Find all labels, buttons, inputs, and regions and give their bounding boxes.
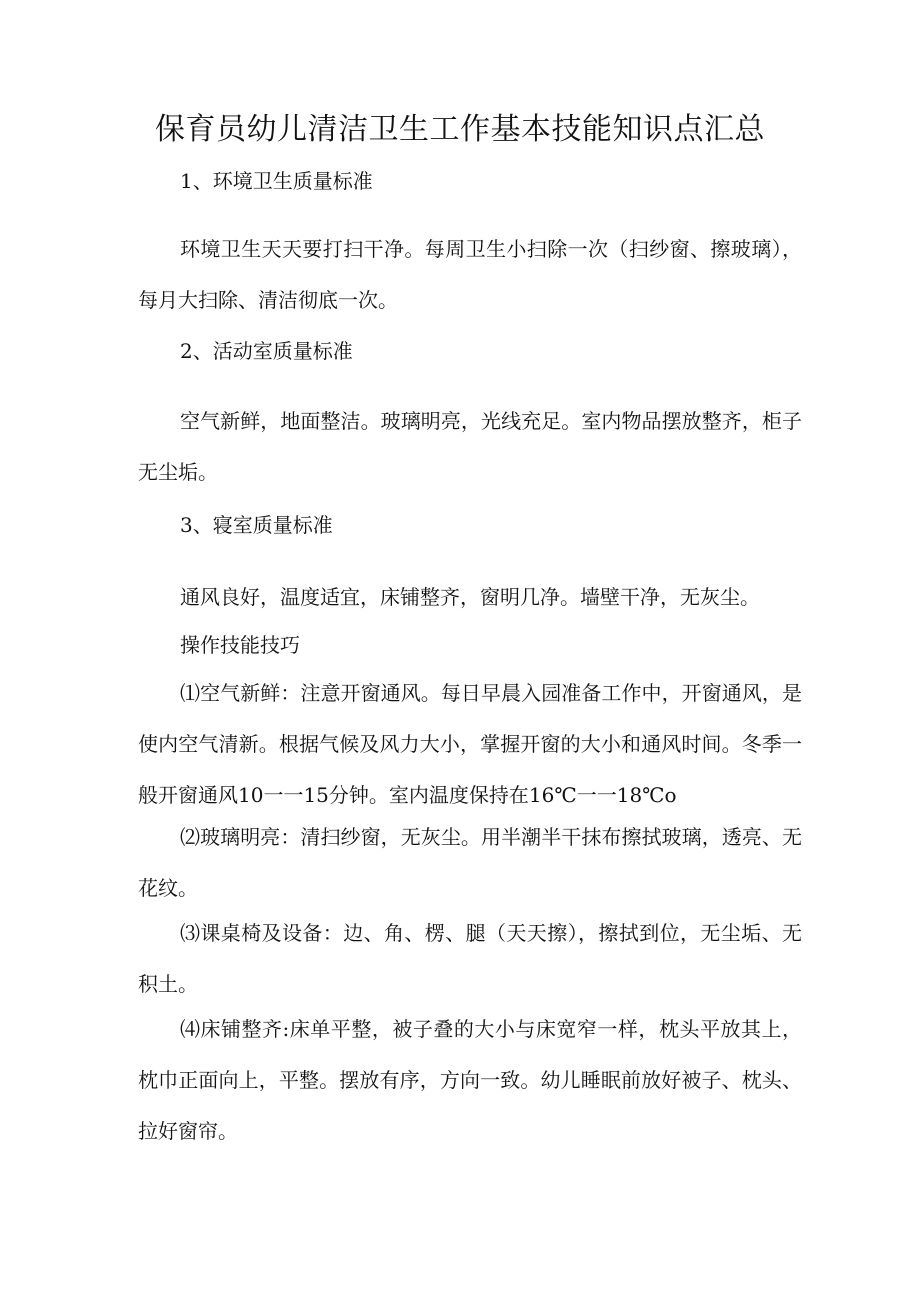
skill-item-glass-bright: ⑵玻璃明亮：清扫纱窗，无灰尘。用半潮半干抹布擦拭玻璃，透亮、无花纹。 [138,825,802,900]
section-body-bedroom: 通风良好，温度适宜，床铺整齐，窗明几净。墙壁干净，无灰尘。 [180,585,760,609]
skill-item-beds-tidy: ⑷床铺整齐:床单平整，被子叠的大小与床宽窄一样，枕头平放其上，枕巾正面向上，平整。摆放有序，方向一致。幼儿睡眠前放好被子、枕头、拉好窗帘。 [138,1017,802,1143]
section-body-activity-room: 空气新鲜，地面整洁。玻璃明亮，光线充足。室内物品摆放整齐，柜子无尘垢。 [138,409,802,484]
skill-item-fresh-air: ⑴空气新鲜：注意开窗通风。每日早晨入园准备工作中，开窗通风，是使内空气清新。根据气候及风力大小，掌握开窗的大小和通风时间。冬季一般开窗通风10一一15分钟。室内温度保持在16℃一一18℃o [138,681,802,807]
section-heading-bedroom: 3、寝室质量标准 [180,513,333,537]
section-body-environment: 环境卫生天天要打扫干净。每周卫生小扫除一次（扫纱窗、擦玻璃），每月大扫除、清洁彻底一次。 [138,237,802,312]
section-heading-environment: 1、环境卫生质量标准 [180,169,373,193]
section-heading-activity-room: 2、活动室质量标准 [180,339,353,363]
skill-item-desks-chairs: ⑶课桌椅及设备：边、角、楞、腿（天天擦），擦拭到位，无尘垢、无积土。 [138,921,802,996]
document-title: 保育员幼儿清洁卫生工作基本技能知识点汇总 [155,112,765,147]
skills-heading: 操作技能技巧 [180,633,300,657]
